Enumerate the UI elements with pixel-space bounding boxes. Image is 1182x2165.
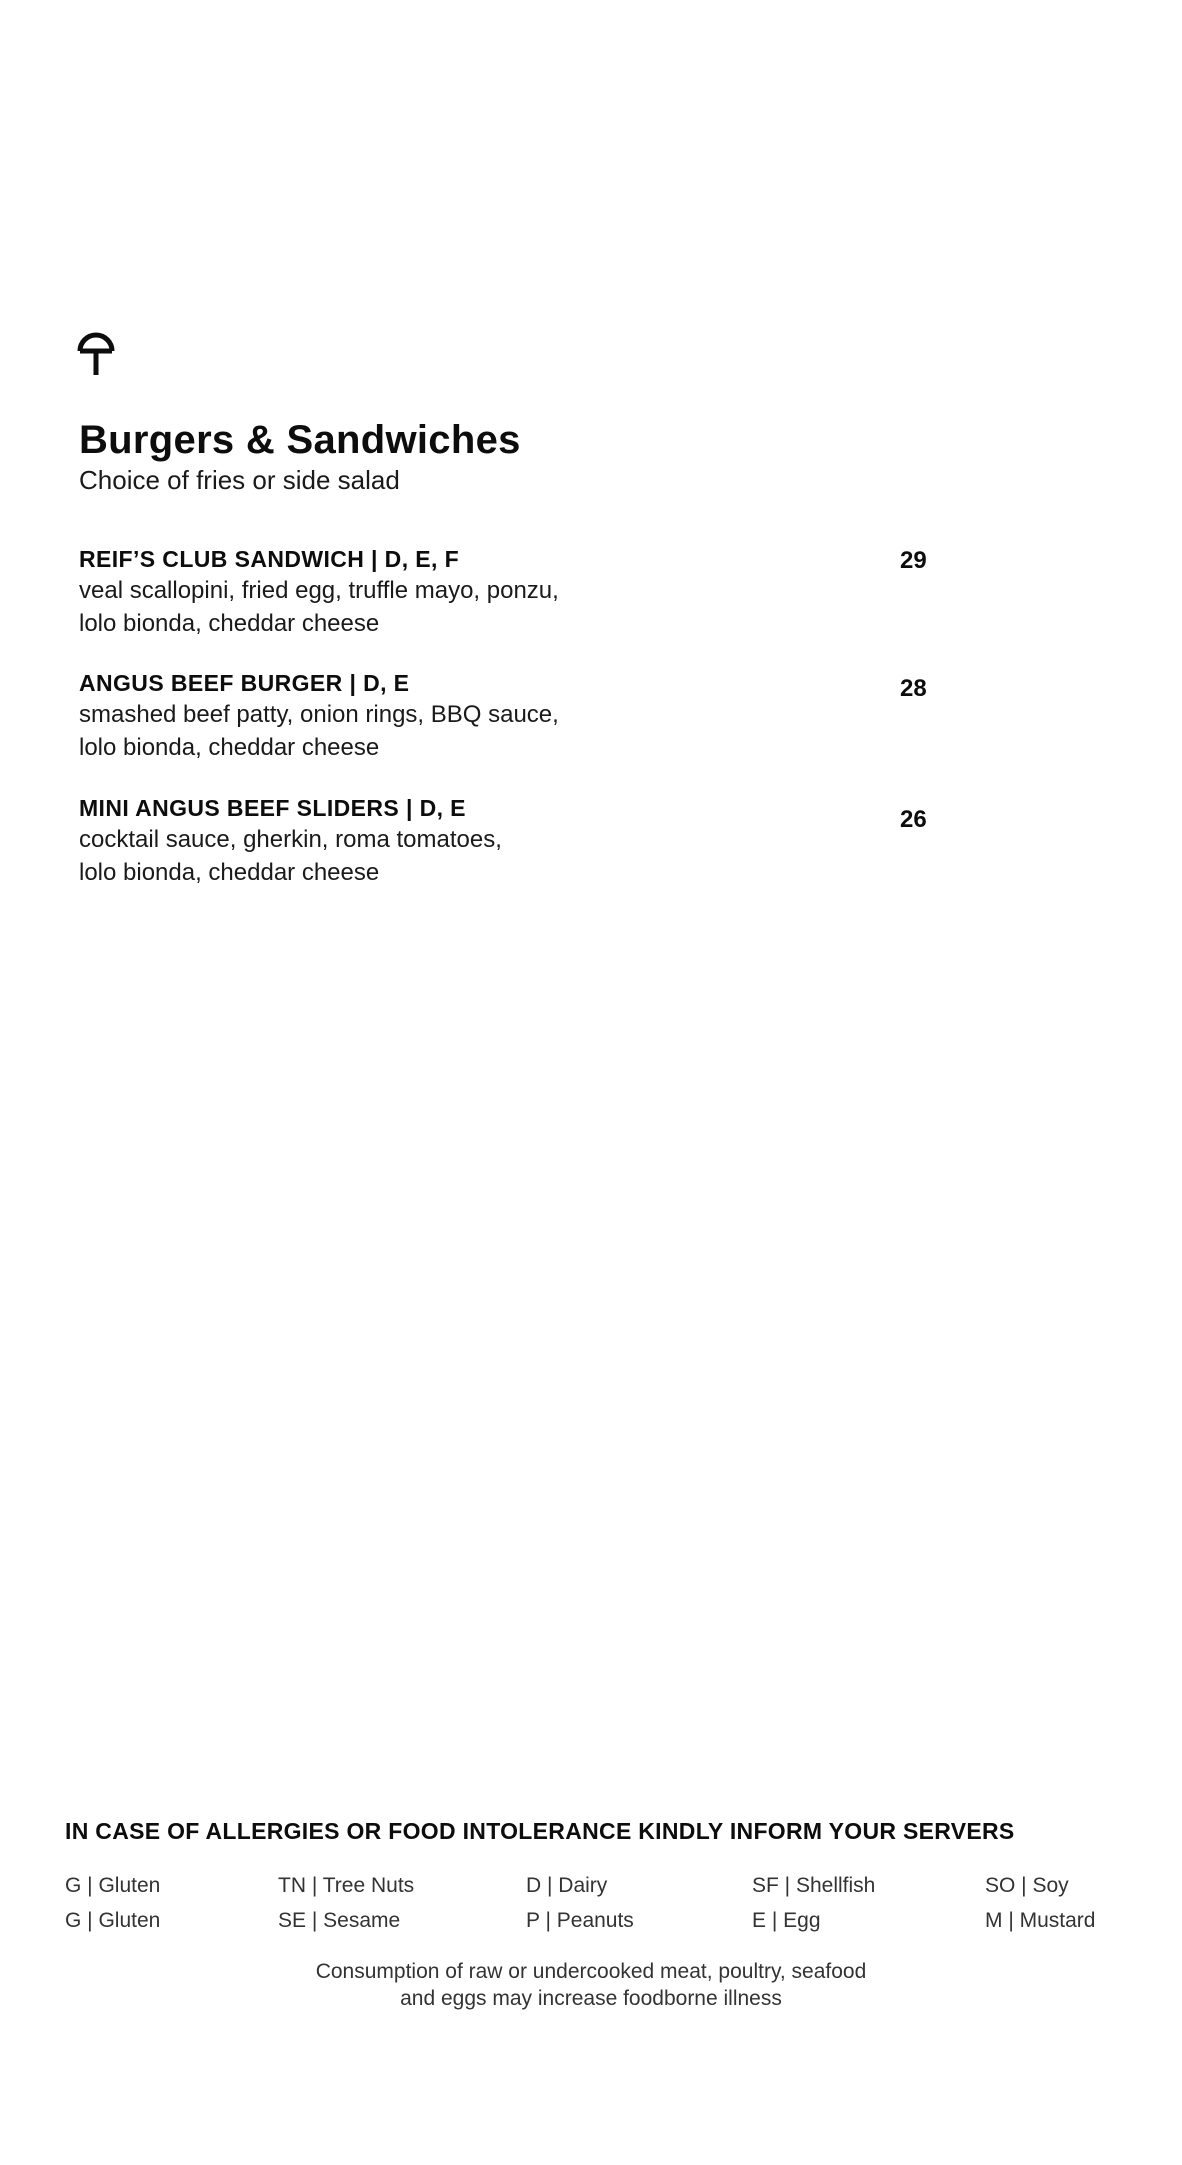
item-name: REIF’S CLUB SANDWICH | D, E, F: [79, 546, 460, 572]
item-name: MINI ANGUS BEEF SLIDERS | D, E: [79, 795, 466, 821]
allergen-key: M | Mustard: [985, 1909, 1096, 1932]
disclaimer-line: Consumption of raw or undercooked meat, poultry, seafood: [315, 1960, 867, 1983]
allergen-key: G | Gluten: [65, 1874, 161, 1897]
section-subtitle: Choice of fries or side salad: [79, 465, 400, 495]
item-description: lolo bionda, cheddar cheese: [79, 734, 380, 761]
item-description: smashed beef patty, onion rings, BBQ sauce,: [79, 701, 559, 728]
item-price: 28: [900, 675, 927, 702]
allergy-heading: IN CASE OF ALLERGIES OR FOOD INTOLERANCE KINDLY INFORM YOUR SERVERS: [65, 1818, 1015, 1844]
item-price: 29: [900, 547, 927, 574]
disclaimer-line: and eggs may increase foodborne illness: [400, 1987, 782, 2010]
menu-item-angus-burger: [79, 668, 1019, 764]
allergen-key: TN | Tree Nuts: [278, 1874, 415, 1897]
item-description: veal scallopini, fried egg, truffle mayo, ponzu,: [79, 577, 559, 604]
menu-item-mini-sliders: [79, 793, 1019, 889]
allergen-key: SO | Soy: [985, 1874, 1069, 1897]
allergen-key: E | Egg: [752, 1909, 821, 1932]
allergen-key: SF | Shellfish: [752, 1874, 876, 1897]
item-description: cocktail sauce, gherkin, roma tomatoes,: [79, 826, 502, 853]
menu-item-club-sandwich: [79, 544, 1019, 640]
item-description: lolo bionda, cheddar cheese: [79, 610, 380, 637]
item-name: ANGUS BEEF BURGER | D, E: [79, 670, 410, 696]
allergen-key: D | Dairy: [526, 1874, 608, 1897]
item-description: lolo bionda, cheddar cheese: [79, 859, 380, 886]
allergen-key: P | Peanuts: [526, 1909, 634, 1932]
allergen-key: G | Gluten: [65, 1909, 161, 1932]
allergen-key: SE | Sesame: [278, 1909, 401, 1932]
item-price: 26: [900, 806, 927, 833]
mushroom-logo-icon: [76, 330, 116, 378]
section-title: Burgers & Sandwiches: [79, 418, 521, 462]
food-safety-disclaimer: [191, 1958, 991, 2012]
